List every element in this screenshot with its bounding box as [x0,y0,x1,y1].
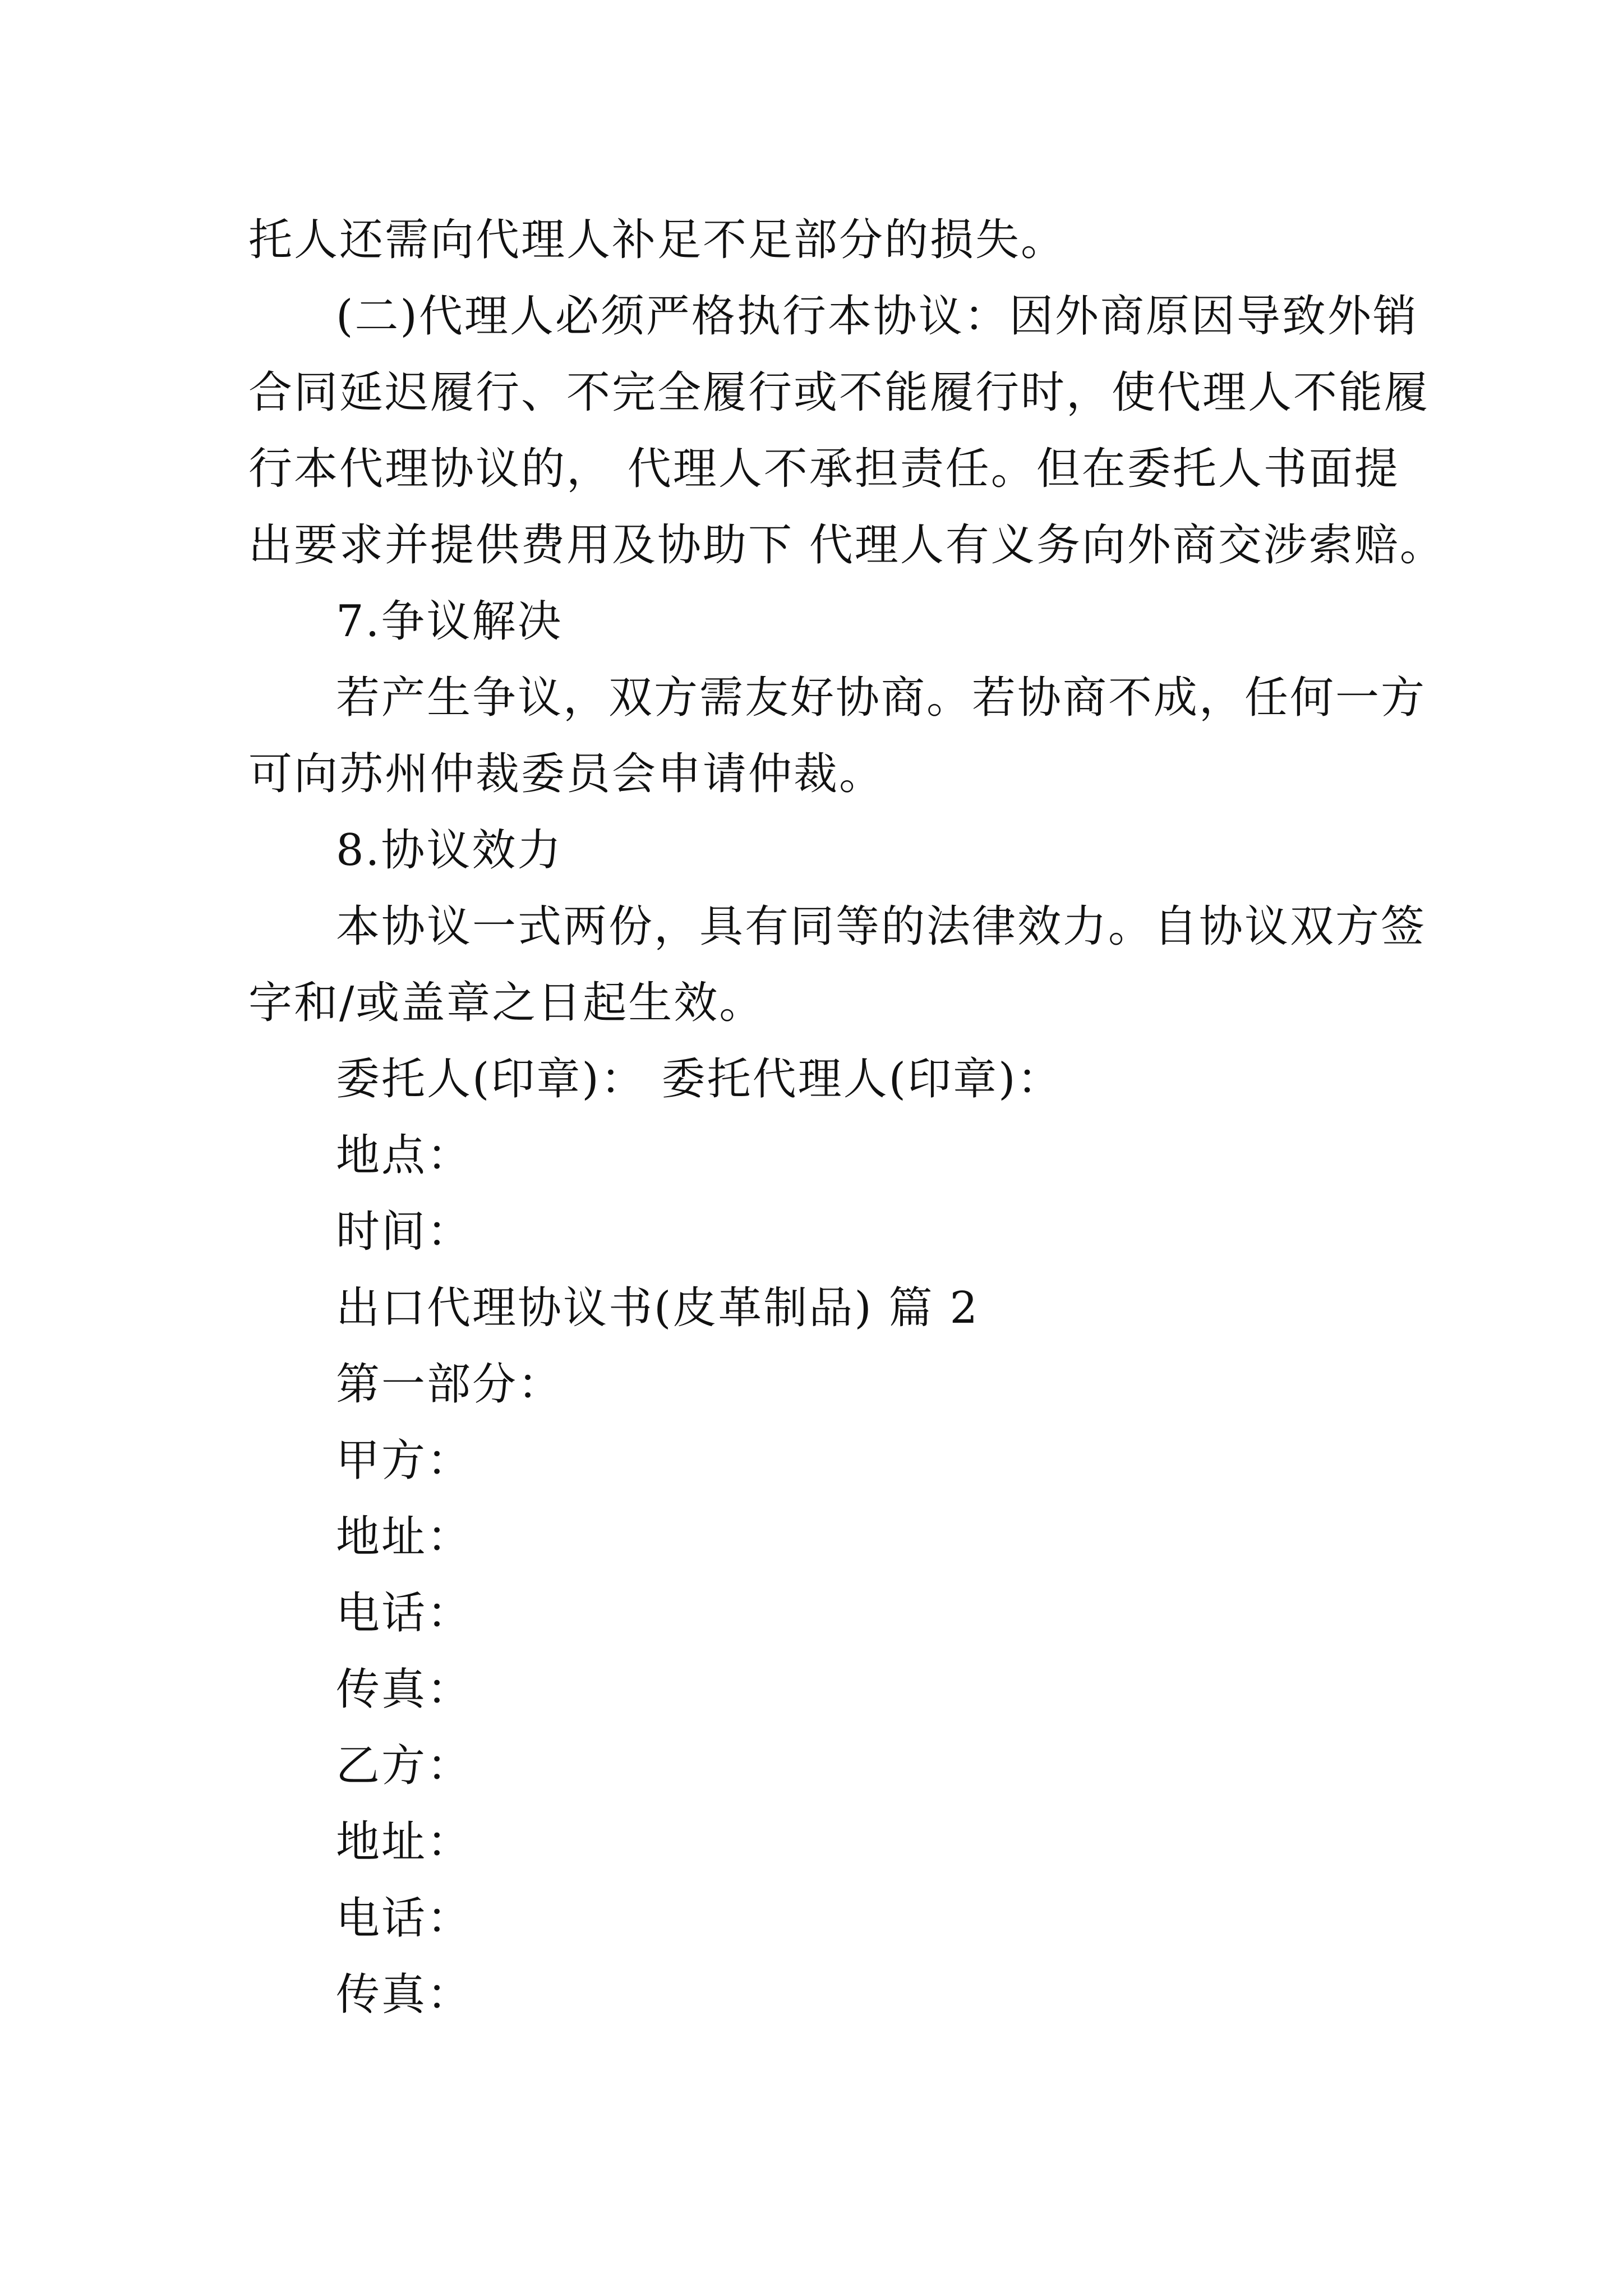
form-field-label: 地址： [336,1817,473,1867]
signature-line: 委托人(印章)： 委托代理人(印章)： [336,1054,1063,1105]
paragraph-line: 字和/或盖章之日起生效。 [248,978,765,1028]
form-field-label: 地点： [336,1130,473,1181]
form-field-label: 电话： [336,1893,473,1944]
section-heading: 第一部分： [336,1359,564,1410]
paragraph-line: 本协议一式两份，具有同等的法律效力。自协议双方签 [336,901,1427,952]
paragraph-line: 可向苏州仲裁委员会申请仲裁。 [248,749,885,799]
form-field-label: 传真： [336,1970,473,2020]
paragraph-line: 托人还需向代理人补足不足部分的损失。 [248,215,1067,265]
paragraph-line: 行本代理协议的， 代理人不承担责任。但在委托人书面提 [248,444,1400,494]
form-field-label: 甲方： [336,1435,473,1486]
paragraph-line: (二)代理人必须严格执行本协议：因外商原因导致外销 [336,291,1418,342]
paragraph-line: 若产生争议，双方需友好协商。若协商不成，任何一方 [336,673,1427,723]
form-field-label: 乙方： [336,1741,473,1791]
form-field-label: 时间： [336,1207,473,1257]
form-field-label: 传真： [336,1664,473,1715]
paragraph-line: 合同延迟履行、不完全履行或不能履行时，使代理人不能履 [248,367,1430,418]
section-heading: 8.协议效力 [336,825,563,876]
section-heading: 7.争议解决 [336,596,563,647]
document-body [248,202,1445,2033]
paragraph-line: 出要求并提供费用及协助下 代理人有义务向外商交涉索赔。 [248,520,1445,570]
document-title: 出口代理协议书(皮革制品) 篇 2 [336,1283,980,1333]
form-field-label: 地址： [336,1512,473,1562]
form-field-label: 电话： [336,1588,473,1639]
